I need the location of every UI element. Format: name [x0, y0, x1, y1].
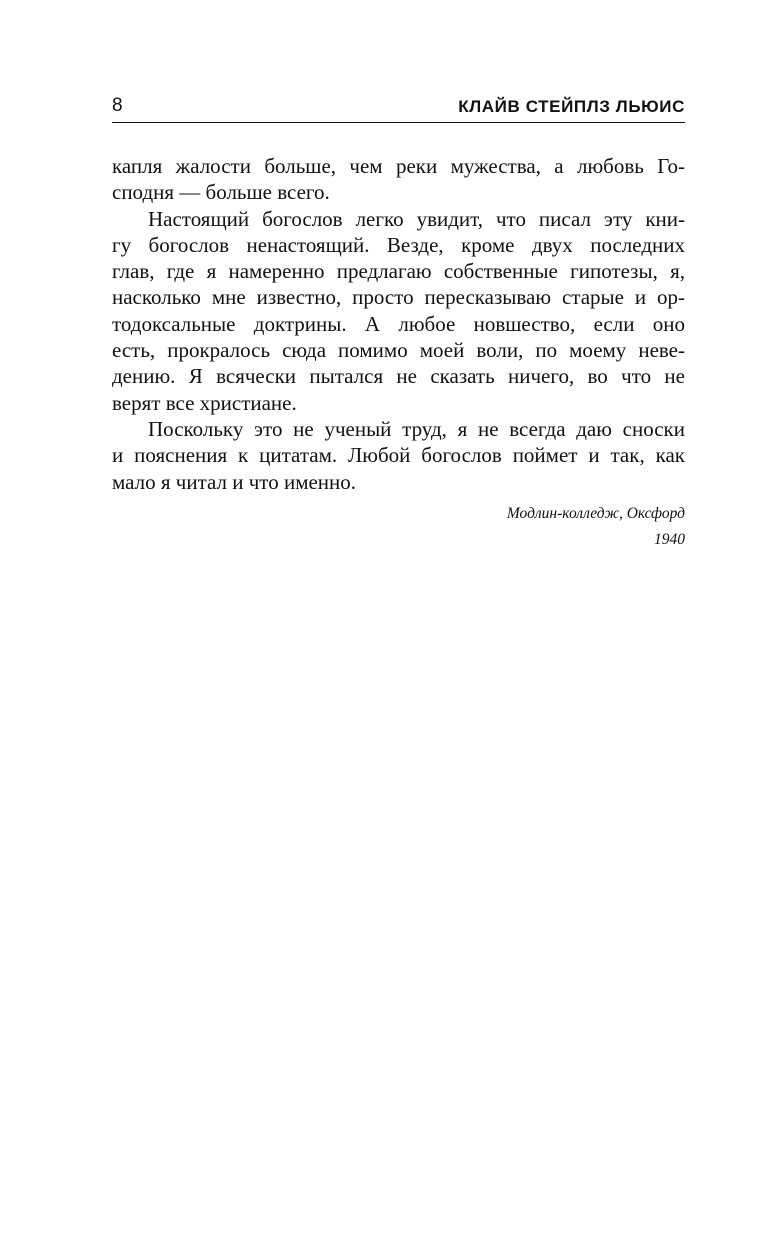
signature-place: Модлин-колледж, Оксфорд — [506, 504, 685, 522]
text-line: дению. Я всячески пытался не сказать ничего, во что не — [112, 364, 685, 389]
text-line: насколько мне известно, просто пересказываю старые и ор- — [112, 285, 685, 310]
page-number: 8 — [112, 95, 123, 116]
signature — [112, 501, 685, 553]
body-text — [112, 153, 685, 495]
text-line: глав, где я намеренно предлагаю собственные гипотезы, я, — [112, 259, 685, 284]
text-line: и пояснения к цитатам. Любой богослов поймет и так, как — [112, 443, 685, 468]
text-line: гу богослов ненастоящий. Везде, кроме двух последних — [112, 232, 685, 257]
text-line: есть, прокралось сюда помимо моей воли, по моему неве- — [112, 338, 685, 363]
text-line: Поскольку это не ученый труд, я не всегда даю сноски — [148, 416, 685, 441]
paragraph-2 — [112, 206, 685, 416]
text-line: капля жалости больше, чем реки мужества, а любовь Го- — [112, 154, 685, 178]
signature-year: 1940 — [654, 530, 685, 548]
text-line: тодоксальные доктрины. А любое новшество, если оно — [112, 311, 685, 336]
book-author: КЛАЙВ СТЕЙПЛЗ ЛЬЮИС — [458, 97, 685, 116]
text-line: сподня — больше всего. — [112, 180, 330, 205]
running-head — [112, 92, 685, 123]
text-line: верят все христиане. — [112, 390, 297, 415]
text-line: Настоящий богослов легко увидит, что писал эту кни- — [148, 206, 685, 231]
paragraph-3 — [112, 416, 685, 495]
paragraph-1 — [112, 153, 685, 206]
book-page — [112, 92, 685, 553]
text-line: мало я читал и что именно. — [112, 469, 357, 494]
